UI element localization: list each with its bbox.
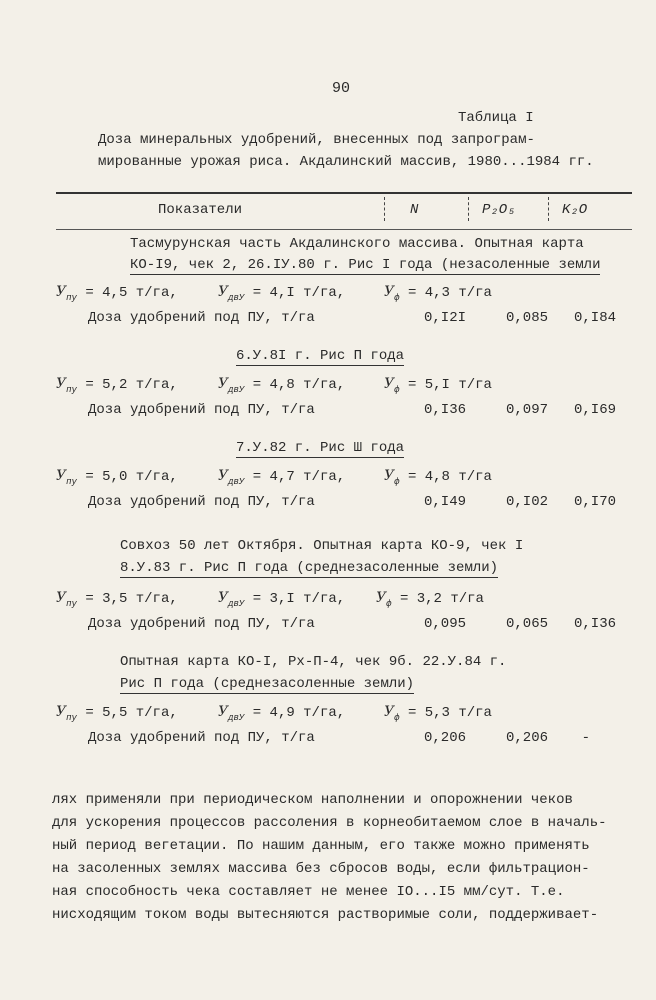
yield-subscript: ф xyxy=(394,476,400,487)
paragraph-line: нисходящим током воды вытесняются растворимые соли, поддерживает- xyxy=(52,907,599,923)
yield-row xyxy=(384,468,492,487)
value-p2o5: 0,206 xyxy=(505,730,548,746)
yield-symbol: У xyxy=(56,590,67,606)
yield-value: = 5,5 т/га, xyxy=(85,705,178,721)
section-title-line: Совхоз 50 лет Октября. Опытная карта КО-9, чек I xyxy=(120,538,524,554)
yield-subscript: двУ xyxy=(228,384,245,395)
value-k2o: 0,I36 xyxy=(573,616,616,632)
dose-label: Доза удобрений под ПУ, т/га xyxy=(88,310,315,326)
yield-value: = 4,5 т/га, xyxy=(85,285,178,301)
yield-subscript: пу xyxy=(66,384,77,395)
yield-subscript: двУ xyxy=(228,712,245,723)
paragraph-line: ный период вегетации. По нашим данным, его также можно применять xyxy=(52,838,590,854)
yield-symbol: У xyxy=(376,590,387,606)
header-k2o: K₂O xyxy=(562,202,588,218)
yield-row xyxy=(218,284,345,303)
yield-value: = 5,0 т/га, xyxy=(85,469,178,485)
yield-subscript: двУ xyxy=(228,598,245,609)
table-caption-line-1: Доза минеральных удобрений, внесенных под запрограм- xyxy=(98,132,535,148)
table-label: Таблица I xyxy=(458,110,534,126)
yield-row xyxy=(56,284,178,303)
yield-value: = 3,I т/га, xyxy=(252,591,346,607)
section-title-line: Рис П года (среднезасоленные земли) xyxy=(120,676,415,692)
section-title-line: Опытная карта КО-I, Рх-П-4, чек 9б. 22.У.84 г. xyxy=(120,654,507,670)
yield-value: = 5,I т/га xyxy=(407,377,492,393)
yield-row xyxy=(56,704,178,723)
section-title-line: 6.У.8I г. Рис П года xyxy=(236,348,405,364)
yield-value: = 4,7 т/га, xyxy=(252,469,346,485)
value-p2o5: 0,I02 xyxy=(505,494,548,510)
yield-row xyxy=(218,590,345,609)
yield-value: = 4,8 т/га, xyxy=(252,377,346,393)
section-title-line: 8.У.83 г. Рис П года (среднезасоленные земли) xyxy=(120,560,499,576)
value-p2o5: 0,085 xyxy=(505,310,548,326)
yield-subscript: двУ xyxy=(228,476,245,487)
yield-symbol: У xyxy=(218,590,229,606)
yield-subscript: двУ xyxy=(228,292,245,303)
value-p2o5: 0,065 xyxy=(505,616,548,632)
paragraph-line: для ускорения процессов рассоления в корнеобитаемом слое в началь- xyxy=(52,815,607,831)
yield-symbol: У xyxy=(384,704,395,720)
yield-value: = 5,2 т/га, xyxy=(85,377,178,393)
value-k2o: 0,I84 xyxy=(573,310,616,326)
yield-symbol: У xyxy=(218,376,229,392)
value-p2o5: 0,097 xyxy=(505,402,548,418)
yield-subscript: пу xyxy=(66,598,77,609)
value-k2o: - xyxy=(581,730,590,746)
header-separator xyxy=(468,197,469,221)
yield-value: = 4,9 т/га, xyxy=(252,705,346,721)
page-number: 90 xyxy=(331,80,350,97)
table-top-rule xyxy=(56,192,632,194)
yield-row xyxy=(376,590,484,609)
yield-value: = 3,2 т/га xyxy=(399,591,484,607)
section-title-line: КО-I9, чек 2, 26.IУ.80 г. Рис I года (незасоленные земли xyxy=(130,257,601,273)
paragraph-line: лях применяли при периодическом наполнении и опорожнении чеков xyxy=(52,792,573,808)
yield-row xyxy=(56,468,178,487)
value-n: 0,206 xyxy=(423,730,466,746)
header-n: N xyxy=(410,202,419,218)
header-indicators: Показатели xyxy=(158,202,243,218)
yield-subscript: ф xyxy=(394,384,400,395)
yield-symbol: У xyxy=(384,284,395,300)
value-k2o: 0,I69 xyxy=(573,402,616,418)
yield-value: = 4,8 т/га xyxy=(407,469,492,485)
header-separator xyxy=(548,197,549,221)
yield-symbol: У xyxy=(218,704,229,720)
dose-label: Доза удобрений под ПУ, т/га xyxy=(88,402,315,418)
yield-row xyxy=(218,704,345,723)
yield-symbol: У xyxy=(56,468,67,484)
yield-row xyxy=(218,376,345,395)
yield-value: = 4,3 т/га xyxy=(407,285,492,301)
yield-symbol: У xyxy=(56,704,67,720)
yield-value: = 4,I т/га, xyxy=(252,285,346,301)
yield-subscript: ф xyxy=(394,712,400,723)
value-n: 0,I2I xyxy=(423,310,466,326)
value-n: 0,I49 xyxy=(423,494,466,510)
yield-value: = 3,5 т/га, xyxy=(85,591,178,607)
yield-row xyxy=(384,376,492,395)
value-n: 0,I36 xyxy=(423,402,466,418)
header-separator xyxy=(384,197,385,221)
paragraph-line: ная способность чека составляет не менее IO...I5 мм/сут. Т.е. xyxy=(52,884,565,900)
yield-symbol: У xyxy=(384,468,395,484)
dose-label: Доза удобрений под ПУ, т/га xyxy=(88,730,315,746)
section-title-line: 7.У.82 г. Рис Ш года xyxy=(236,440,405,456)
yield-subscript: пу xyxy=(66,476,77,487)
yield-subscript: пу xyxy=(66,712,77,723)
header-p2o5: P₂O₅ xyxy=(482,202,516,218)
yield-row xyxy=(384,284,492,303)
yield-value: = 5,3 т/га xyxy=(407,705,492,721)
yield-subscript: ф xyxy=(386,598,392,609)
dose-label: Доза удобрений под ПУ, т/га xyxy=(88,616,315,632)
value-n: 0,095 xyxy=(423,616,466,632)
yield-symbol: У xyxy=(218,284,229,300)
yield-row xyxy=(384,704,492,723)
yield-row xyxy=(56,590,178,609)
yield-row xyxy=(56,376,178,395)
yield-subscript: пу xyxy=(66,292,77,303)
yield-symbol: У xyxy=(218,468,229,484)
paragraph-line: на засоленных землях массива без сбросов воды, если фильтрацион- xyxy=(52,861,590,877)
yield-subscript: ф xyxy=(394,292,400,303)
table-header-rule xyxy=(56,229,632,230)
yield-symbol: У xyxy=(56,376,67,392)
section-title-line: Тасмурунская часть Акдалинского массива. Опытная карта xyxy=(130,236,584,252)
value-k2o: 0,I70 xyxy=(573,494,616,510)
yield-symbol: У xyxy=(384,376,395,392)
yield-symbol: У xyxy=(56,284,67,300)
yield-row xyxy=(218,468,345,487)
dose-label: Доза удобрений под ПУ, т/га xyxy=(88,494,315,510)
table-caption-line-2: мированные урожая риса. Акдалинский массив, 1980...1984 гг. xyxy=(98,154,594,170)
